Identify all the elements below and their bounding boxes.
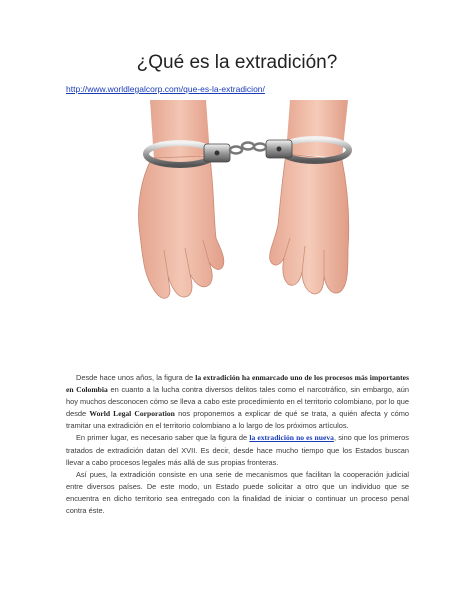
- paragraph-1: [66, 372, 409, 432]
- paragraph-text: Así pues, la extradición consiste en una serie de mecanismos que facilitan la cooperación judicial entre diversos países. De este modo, un Estado puede solicitar a otro que un individuo que se encuentra en dicho territorio sea entregado con la finalidad de iniciar o continuar un proceso penal contra éste.: [66, 469, 409, 516]
- inline-link[interactable]: la extradición no es nueva: [249, 433, 334, 443]
- paragraph-text: nos proponemos a explicar de qué se trata, a quién afecta y cómo tramitar una extradición en el territorio colombiano a lo largo de los próximos artículos.: [66, 409, 409, 431]
- paragraph-text: Desde hace unos años, la figura de: [76, 373, 196, 382]
- paragraph-text: En primer lugar, es necesario saber que la figura de: [76, 433, 250, 443]
- article-body: [66, 372, 409, 517]
- bold-company-name: World Legal Corporation: [89, 409, 175, 419]
- paragraph-2: [66, 432, 409, 468]
- paragraph-text: , sino que los primeros tratados de extradición datan del XVII. Es decir, desde hace mucho tiempo que los Estados buscan llevar a cabo procesos legales más allá de sus propias fronteras.: [66, 433, 409, 467]
- handcuffed-hands-photo: [110, 100, 374, 335]
- paragraph-3: [66, 469, 409, 517]
- paragraph-text: en cuanto a la lucha contra diversos delitos tales como el narcotráfico, sin embargo, aún hoy muchos desconocen cómo se lleva a cabo este procedimiento en el territorio colombiano, por lo que desde: [66, 385, 409, 419]
- source-link[interactable]: http://www.worldlegalcorp.com/que-es-la-extradicion/: [66, 84, 265, 94]
- bold-phrase: la extradición ha enmarcado uno de los procesos más importantes en Colombia: [66, 373, 409, 395]
- page-title: ¿Qué es la extradición?: [136, 52, 338, 73]
